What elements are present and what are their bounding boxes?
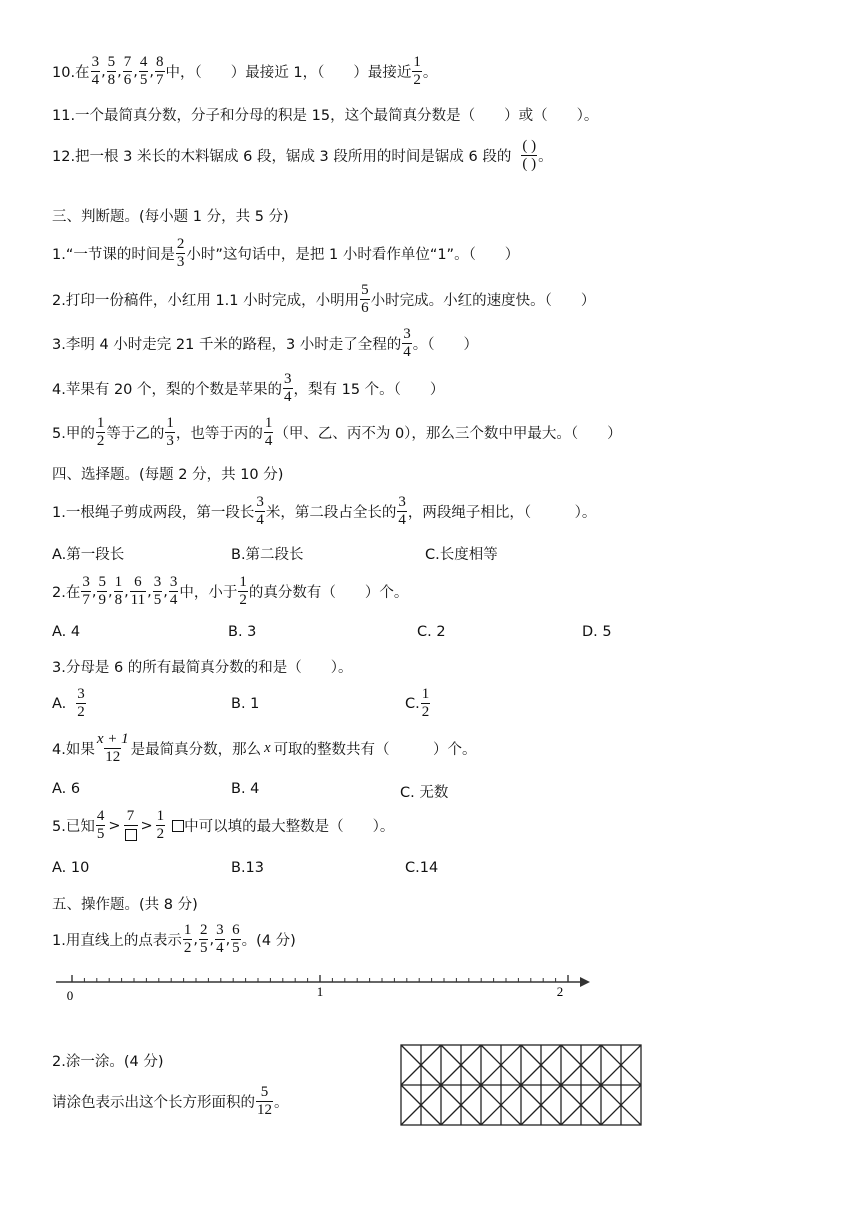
fraction: $\frac{2}{5}$: [199, 922, 208, 956]
fraction: $\frac{1}{2}$: [96, 415, 105, 449]
choice-5-option-b[interactable]: B.13: [231, 860, 265, 876]
fraction: $\frac{3}{2}$: [77, 686, 85, 720]
fraction: $\frac{4}{5}$: [96, 808, 105, 842]
fraction: $\frac{8}{7}$: [156, 54, 164, 88]
empty-box-icon: [125, 829, 137, 841]
question-12: 12.把一根 3 米长的木料锯成 6 段，锯成 3 段所用的时间是锯成 6 段的 $\frac{( )}{( )}$ 。: [52, 138, 553, 172]
fraction: $\frac{6}{11}$: [130, 574, 146, 608]
fraction: $\frac{4}{5}$: [139, 54, 148, 88]
fraction: $\frac{1}{8}$: [114, 574, 123, 608]
number-line-ticks: [72, 975, 568, 982]
judge-1: 1.“一节课的时间是 $\frac{2}{3}$ 小时”这句话中，是把 1 小时看作单位“1”。（ ）: [52, 236, 520, 270]
operation-1: 1.用直线上的点表示 $\frac{1}{2}$ , $\frac{2}{5}$ , $\frac{3}{4}$ , $\frac{6}{5}$ 。(4 分): [52, 922, 296, 956]
fraction: $\frac{3}{4}$: [169, 574, 178, 608]
fraction: $\frac{1}{2}$: [156, 808, 165, 842]
fraction: $\frac{3}{7}$: [82, 574, 90, 608]
fraction: 7: [124, 808, 138, 843]
operation-2-instruction: 请涂色表示出这个长方形面积的 $\frac{5}{12}$ 。: [52, 1084, 289, 1118]
number-line[interactable]: [52, 962, 592, 1008]
choice-2-option-c[interactable]: C. 2: [417, 624, 446, 640]
fraction: $\frac{3}{4}$: [284, 371, 292, 405]
choice-4-option-a[interactable]: A. 6: [52, 781, 81, 797]
section-3-title: 三、判断题。(每小题 1 分，共 5 分): [52, 209, 289, 225]
q10-body: 中，（ ）最接近 1，（ ）最接近: [165, 65, 412, 81]
choice-1: 1.一根绳子剪成两段，第一段长 $\frac{3}{4}$ 米，第二段占全长的 $\frac{3}{4}$ ，两段绳子相比，（ ）。: [52, 494, 597, 528]
fraction: $\frac{6}{5}$: [232, 922, 240, 956]
choice-5-option-a[interactable]: A. 10: [52, 860, 90, 876]
fraction: $\frac{1}{4}$: [264, 415, 273, 449]
fraction: $\frac{2}{3}$: [176, 236, 185, 270]
q12-text: 12.把一根 3 米长的木料锯成 6 段，锯成 3 段所用的时间是锯成 6 段的: [52, 149, 512, 165]
choice-1-option-c[interactable]: C.长度相等: [425, 547, 498, 563]
section-4-title: 四、选择题。(每题 2 分，共 10 分): [52, 467, 284, 483]
operation-2-title: 2.涂一涂。(4 分): [52, 1054, 164, 1070]
choice-3-option-a[interactable]: A. $\frac{3}{2}$: [52, 686, 85, 720]
choice-1-option-b[interactable]: B.第二段长: [231, 547, 304, 563]
fraction: $\frac{5}{8}$: [107, 54, 116, 88]
choice-2-option-a[interactable]: A. 4: [52, 624, 81, 640]
fraction: $\frac{3}{5}$: [153, 574, 162, 608]
judge-4: 4.苹果有 20 个，梨的个数是苹果的 $\frac{3}{4}$ ，梨有 15 个。（ ）: [52, 371, 445, 405]
choice-1-option-a[interactable]: A.第一段长: [52, 547, 125, 563]
choice-5-option-c[interactable]: C.14: [405, 860, 439, 876]
fraction: $\frac{3}{4}$: [91, 54, 100, 88]
judge-3: 3.李明 4 小时走完 21 千米的路程，3 小时走了全程的 $\frac{3}{4}$ 。（ ）: [52, 326, 479, 360]
rectangle-grid[interactable]: [400, 1044, 642, 1126]
question-11: [52, 104, 598, 125]
fraction: $\frac{3}{4}$: [398, 494, 406, 528]
choice-3: 3.分母是 6 的所有最简真分数的和是（ ）。: [52, 660, 353, 676]
judge-2: 2.打印一份稿件，小红用 1.1 小时完成，小明用 $\frac{5}{6}$ 小时完成。小红的速度快。（ ）: [52, 282, 596, 316]
fraction: $\frac{1}{2}$: [239, 574, 247, 608]
judge-5: 5.甲的 $\frac{1}{2}$ 等于乙的 $\frac{1}{3}$ ，也等于丙的 $\frac{1}{4}$ （甲、乙、丙不为 0），那么三个数中甲最大。（ ）: [52, 415, 622, 449]
arrow-icon: [580, 977, 590, 987]
choice-4-option-b[interactable]: B. 4: [231, 781, 260, 797]
fraction: $\frac{5}{9}$: [98, 574, 106, 608]
choice-2-option-b[interactable]: B. 3: [228, 624, 257, 640]
choice-3-option-c[interactable]: C. $\frac{1}{2}$: [405, 686, 430, 720]
choice-2-option-d[interactable]: D. 5: [582, 624, 612, 640]
empty-box-icon: [172, 820, 184, 832]
choice-3-option-b[interactable]: B. 1: [231, 696, 260, 712]
fraction: $\frac{7}{6}$: [123, 54, 132, 88]
q10-prefix: 10.在: [52, 65, 90, 81]
fraction: $\frac{1}{2}$: [183, 922, 192, 956]
choice-2: 2.在 $\frac{3}{7}$ , $\frac{5}{9}$ , $\frac{1}{8}$ , $\frac{6}{11}$ , $\frac{3}{5}$ , $\frac{3}{4}$ 中，小于 $\frac{1}{2}$ 的真分数有（ ）个。: [52, 574, 409, 608]
question-10: 10.在 $\frac{3}{4}$ , $\frac{5}{8}$ , $\frac{7}{6}$ , $\frac{4}{5}$ , $\frac{8}{7}$ 中，（ ）最接近 1，（ ）最接近 $\frac{1}{2}$ 。: [52, 54, 438, 88]
section-5-title: 五、操作题。(共 8 分): [52, 897, 198, 913]
fraction: $\frac{3}{4}$: [403, 326, 411, 360]
tick-label-2: 2: [556, 984, 564, 999]
tick-label-1: 1: [316, 984, 324, 999]
fraction: $\frac{3}{4}$: [256, 494, 264, 528]
choice-5: 5.已知 $\frac{4}{5}$ > 7 > $\frac{1}{2}$ 中可以填的最大整数是（ ）。: [52, 808, 395, 842]
choice-4: 4.如果 $\frac{x + 1}{12}$ 是最简真分数，那么 x 可取的整数共有（ ）个。: [52, 731, 477, 765]
fraction: $\frac{1}{3}$: [166, 415, 174, 449]
fraction: $\frac{5}{6}$: [361, 282, 369, 316]
fraction: $\frac{1}{2}$: [421, 686, 430, 720]
fraction: $\frac{x + 1}{12}$: [96, 731, 129, 765]
q11-text: 11.一个最简真分数，分子和分母的积是 15，这个最简真分数是（ ）或（ ）。: [52, 108, 599, 124]
fraction: $\frac{3}{4}$: [216, 922, 224, 956]
choice-4-option-c[interactable]: C. 无数: [400, 785, 449, 801]
fraction: $\frac{1}{2}$: [413, 54, 421, 88]
fraction: $\frac{5}{12}$: [257, 1084, 272, 1118]
tick-label-0: 0: [66, 988, 74, 1003]
blank-fraction[interactable]: $\frac{( )}{( )}$: [522, 138, 537, 172]
